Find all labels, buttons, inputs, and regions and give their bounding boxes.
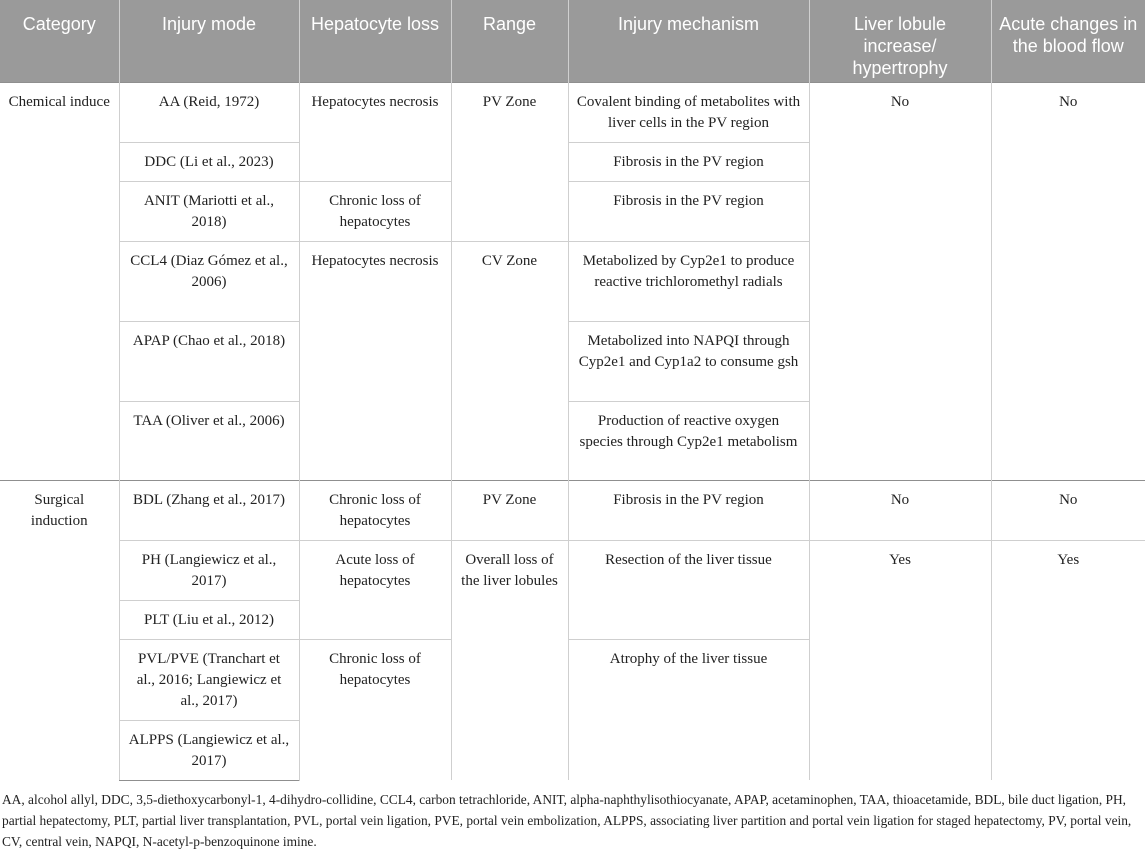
range-cell: PV Zone — [451, 82, 568, 241]
blood-flow-cell: No — [991, 480, 1145, 540]
injury-mode-cell: PVL/PVE (Tranchart et al., 2016; Langiewicz et al., 2017) — [119, 639, 299, 720]
header-injury-mechanism: Injury mechanism — [568, 0, 809, 82]
header-hepatocyte-loss: Hepatocyte loss — [299, 0, 451, 82]
range-cell: CV Zone — [451, 241, 568, 480]
category-surgical: Surgical induction — [0, 480, 119, 780]
header-injury-mode: Injury mode — [119, 0, 299, 82]
injury-mode-cell: APAP (Chao et al., 2018) — [119, 321, 299, 401]
hepatocyte-loss-cell: Chronic loss of hepatocytes — [299, 639, 451, 780]
injury-mode-cell: ANIT (Mariotti et al., 2018) — [119, 181, 299, 241]
hepatocyte-loss-cell: Hepatocytes necrosis — [299, 241, 451, 480]
header-liver-lobule: Liver lobule increase/ hypertrophy — [809, 0, 991, 82]
blood-flow-cell: No — [991, 82, 1145, 480]
hepatocyte-loss-cell: Chronic loss of hepatocytes — [299, 480, 451, 540]
lobule-cell: Yes — [809, 540, 991, 780]
mechanism-cell: Metabolized by Cyp2e1 to produce reactive trichloromethyl radials — [568, 241, 809, 321]
table-row — [0, 82, 1145, 142]
injury-mode-cell: AA (Reid, 1972) — [119, 82, 299, 142]
lobule-cell: No — [809, 82, 991, 480]
mechanism-cell: Covalent binding of metabolites with liver cells in the PV region — [568, 82, 809, 142]
range-cell: Overall loss of the liver lobules — [451, 540, 568, 780]
hepatocyte-loss-cell: Chronic loss of hepatocytes — [299, 181, 451, 241]
table-footnote: AA, alcohol allyl, DDC, 3,5-diethoxycarbonyl-1, 4-dihydro-collidine, CCL4, carbon tetrachloride, ANIT, alpha-naphthylisothiocyanate, APAP, acetaminophen, TAA, thioacetamide, BDL, bile duct ligation, PH, partial hepatectomy, PLT, partial liver transplantation, PVL, portal vein ligation, PVE, portal vein embolization, ALPPS, associating liver partition and portal vein ligation for staged hepatectomy, PV, portal vein, CV, central vein, NAPQI, N-acetyl-p-benzoquinone imine. — [2, 791, 1132, 849]
category-chemical: Chemical induce — [0, 82, 119, 480]
injury-mode-cell: CCL4 (Diaz Gómez et al., 2006) — [119, 241, 299, 321]
injury-mode-cell: TAA (Oliver et al., 2006) — [119, 401, 299, 480]
header-category: Category — [0, 0, 119, 82]
range-cell: PV Zone — [451, 480, 568, 540]
mechanism-cell: Metabolized into NAPQI through Cyp2e1 and Cyp1a2 to consume gsh — [568, 321, 809, 401]
table-row — [0, 480, 1145, 540]
injury-mode-cell: DDC (Li et al., 2023) — [119, 142, 299, 181]
hepatocyte-loss-cell: Acute loss of hepatocytes — [299, 540, 451, 639]
header-range: Range — [451, 0, 568, 82]
mechanism-cell: Atrophy of the liver tissue — [568, 639, 809, 780]
blood-flow-cell: Yes — [991, 540, 1145, 780]
header-blood-flow: Acute changes in the blood flow — [991, 0, 1145, 82]
mechanism-cell: Resection of the liver tissue — [568, 540, 809, 639]
mechanism-cell: Fibrosis in the PV region — [568, 142, 809, 181]
hepatocyte-loss-cell: Hepatocytes necrosis — [299, 82, 451, 181]
lobule-cell: No — [809, 480, 991, 540]
injury-mode-cell: BDL (Zhang et al., 2017) — [119, 480, 299, 540]
header-row — [0, 0, 1145, 82]
injury-mode-cell: ALPPS (Langiewicz et al., 2017) — [119, 720, 299, 780]
mechanism-cell: Fibrosis in the PV region — [568, 181, 809, 241]
injury-mode-cell: PH (Langiewicz et al., 2017) — [119, 540, 299, 600]
table-row — [0, 540, 1145, 600]
mechanism-cell: Production of reactive oxygen species through Cyp2e1 metabolism — [568, 401, 809, 480]
injury-mode-cell: PLT (Liu et al., 2012) — [119, 600, 299, 639]
mechanism-cell: Fibrosis in the PV region — [568, 480, 809, 540]
